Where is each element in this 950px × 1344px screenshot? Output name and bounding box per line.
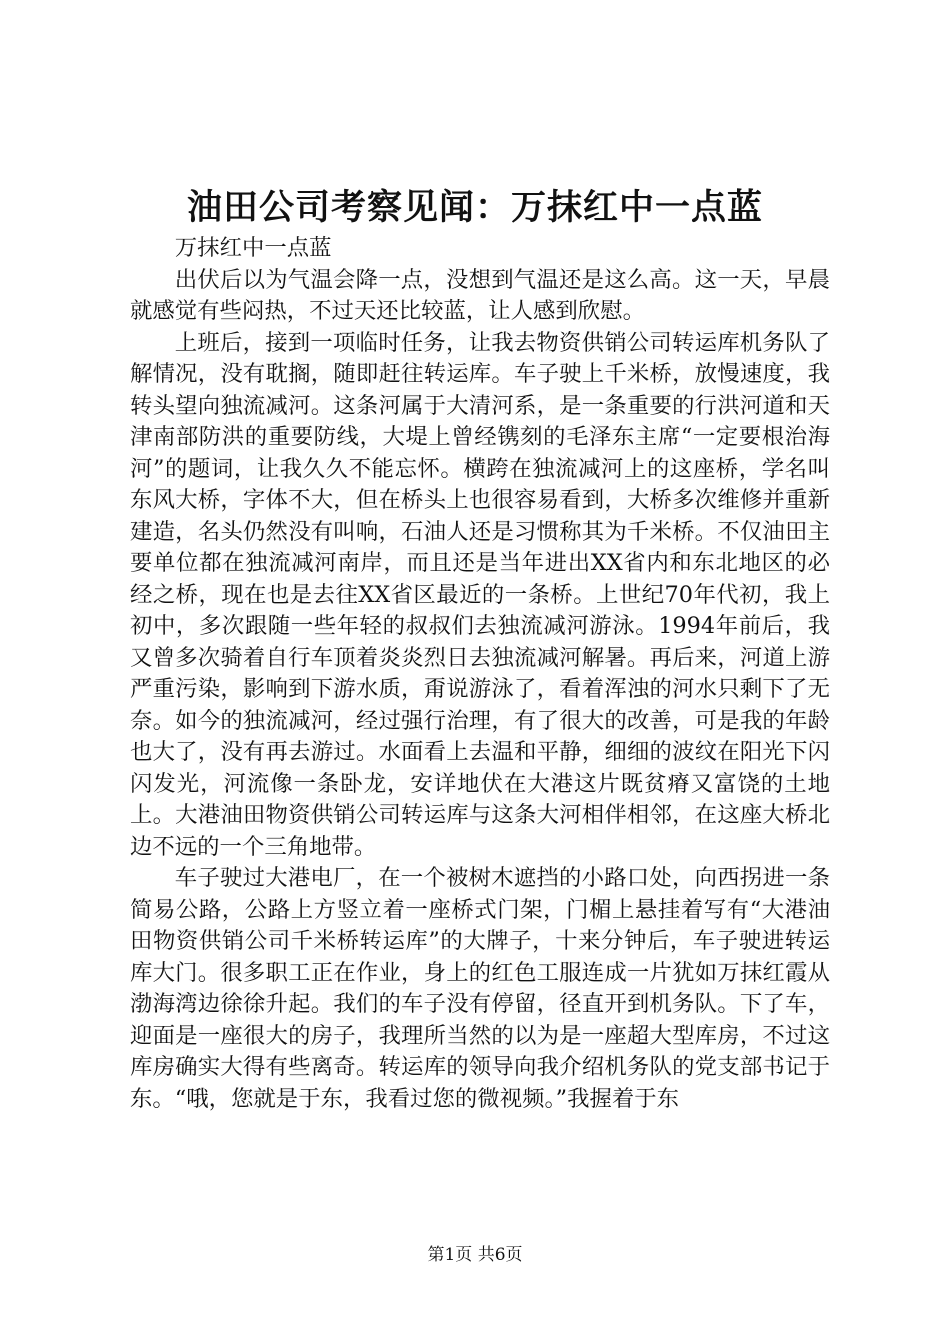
paragraph-1: 出伏后以为气温会降一点，没想到气温还是这么高。这一天，早晨就感觉有些闷热，不过天还比较蓝，让人感到欣慰。 <box>130 266 830 324</box>
paragraph-3: 车子驶过大港电厂，在一个被树木遮挡的小路口处，向西拐进一条简易公路，公路上方竖立着一座桥式门架，门楣上悬挂着写有“大港油田物资供销公司千米桥转运库”的大牌子，十来分钟后，车子驶进转运库大门。很多职工正在作业，身上的红色工服连成一片犹如万抹红霞从渤海湾边徐徐升起。我们的车子没有停留，径直开到机务队。下了车，迎面是一座很大的房子，我理所当然的以为是一座超大型库房，不过这库房确实大得有些离奇。转运库的领导向我介绍机务队的党支部书记于东。“哦，您就是于东，我看过您的微视频。”我握着于东 <box>130 865 830 1112</box>
paragraph-subtitle: 万抹红中一点蓝 <box>174 235 332 261</box>
paragraph-2: 上班后，接到一项临时任务，让我去物资供销公司转运库机务队了解情况，没有耽搁，随即赶往转运库。车子驶上千米桥，放慢速度，我转头望向独流减河。这条河属于大清河系，是一条重要的行洪河道和天津南部防洪的重要防线，大堤上曾经镌刻的毛泽东主席“一定要根治海河”的题词，让我久久不能忘怀。横跨在独流减河上的这座桥，学名叫东风大桥，字体不大，但在桥头上也很容易看到，大桥多次维修并重新建造，名头仍然没有叫响，石油人还是习惯称其为千米桥。不仅油田主要单位都在独流减河南岸，而且还是当年进出XX省内和东北地区的必经之桥，现在也是去往XX省区最近的一条桥。上世纪70年代初，我上初中，多次跟随一些年轻的叔叔们去独流减河游泳。1994年前后，我又曾多次骑着自行车顶着炎炎烈日去独流减河解暑。再后来，河道上游严重污染，影响到下游水质，甭说游泳了，看着浑浊的河水只剩下了无奈。如今的独流减河，经过强行治理，有了很大的改善，可是我的年龄也大了，没有再去游过。水面看上去温和平静，细细的波纹在阳光下闪闪发光，河流像一条卧龙，安详地伏在大港这片既贫瘠又富饶的土地上。大港油田物资供销公司转运库与这条大河相伴相邻，在这座大桥北边不远的一个三角地带。 <box>130 329 830 860</box>
page-footer: 第1页 共6页 <box>427 1245 523 1265</box>
document-title: 油田公司考察见闻：万抹红中一点蓝 <box>186 187 763 228</box>
document-body <box>130 233 830 1115</box>
